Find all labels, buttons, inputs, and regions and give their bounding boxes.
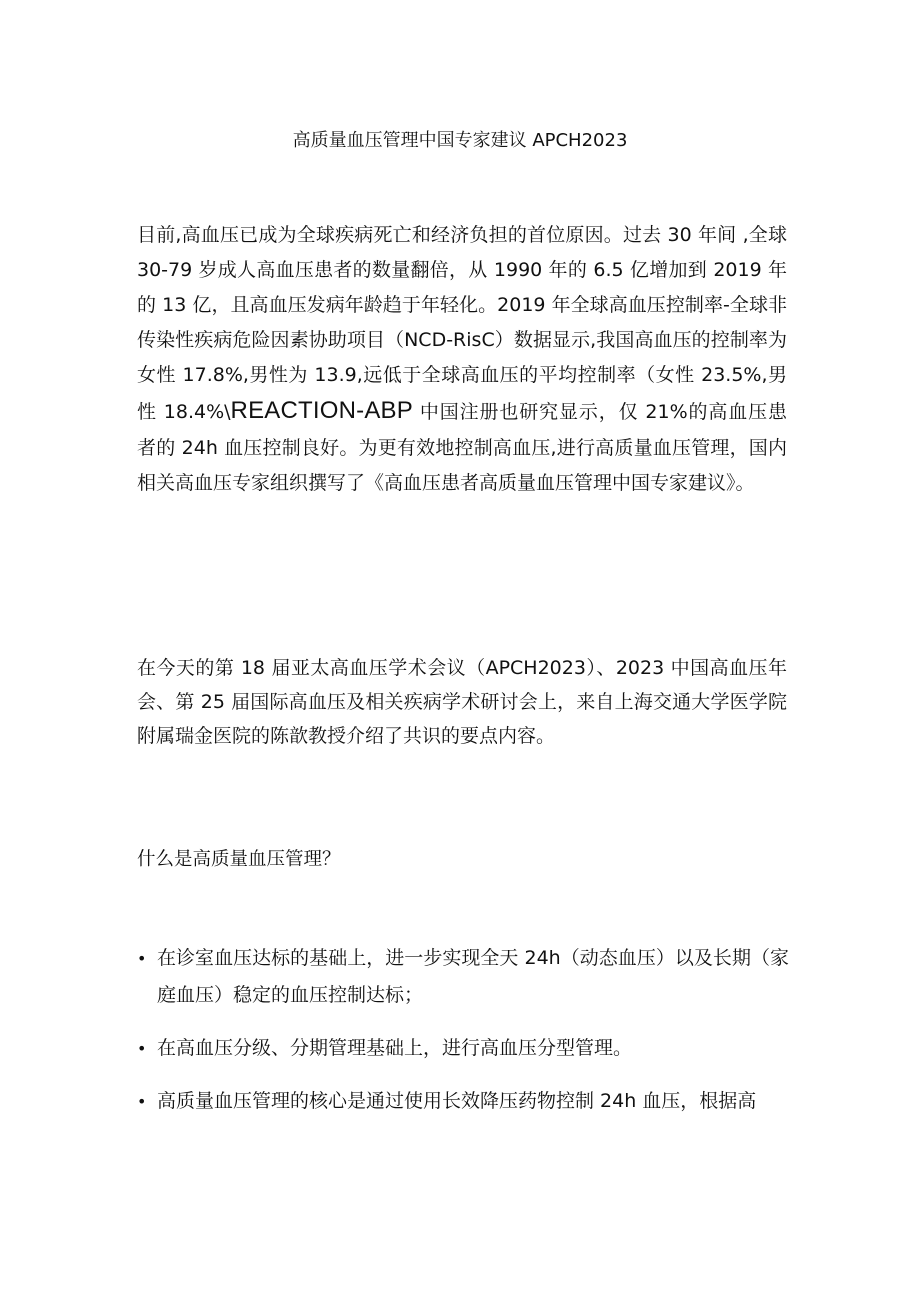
paragraph-intro <box>137 218 787 501</box>
list-item <box>137 1030 789 1067</box>
bullet-list <box>137 940 789 1136</box>
document-title: 高质量血压管理中国专家建议 APCH2023 <box>292 130 628 151</box>
bullet-dot-icon: • <box>137 1039 147 1058</box>
bullet-text: 在高血压分级、分期管理基础上，进行高血压分型管理。 <box>157 1037 633 1059</box>
section-heading: 什么是高质量血压管理？ <box>137 849 341 870</box>
intro-text-part2: 中国注册也研究显示，仅 21%的高血压患者的 24h 血压控制良好。为更有效地控制高血压,进行高质量血压管理，国内相关高血压专家组织撰写了《高血压患者高质量血压管理中国专家建议》。 <box>137 401 787 494</box>
list-item <box>137 1083 789 1120</box>
list-item <box>137 940 789 1014</box>
paragraph-conference: 在今天的第 18 届亚太高血压学术会议（APCH2023）、2023 中国高血压年会、第 25 届国际高血压及相关疾病学术研讨会上，来自上海交通大学医学院附属瑞金医院的陈歆教授介绍了共识的要点内容。 <box>137 657 787 747</box>
bullet-dot-icon: • <box>137 949 147 968</box>
bullet-text: 在诊室血压达标的基础上，进一步实现全天 24h（动态血压）以及长期（家庭血压）稳定的血压控制达标； <box>157 947 789 1006</box>
reaction-abp-term: REACTION-ABP <box>230 397 413 425</box>
bullet-dot-icon: • <box>137 1092 147 1111</box>
intro-text-part1: 目前,高血压已成为全球疾病死亡和经济负担的首位原因。过去 30 年间 ,全球 30-79 岁成人高血压患者的数量翻倍，从 1990 年的 6.5 亿增加到 2019 年的 13 亿，且高血压发病年龄趋于年轻化。2019 年全球高血压控制率-全球非传染性疾病危险因素协助项目（NCD-RisC）数据显示,我国高血压的控制率为女性 17.8%,男性为 13.9,远低于全球高血压的平均控制率（女性 23.5%,男性 18.4%\ <box>137 224 787 424</box>
bullet-text: 高质量血压管理的核心是通过使用长效降压药物控制 24h 血压，根据高 <box>157 1090 757 1112</box>
